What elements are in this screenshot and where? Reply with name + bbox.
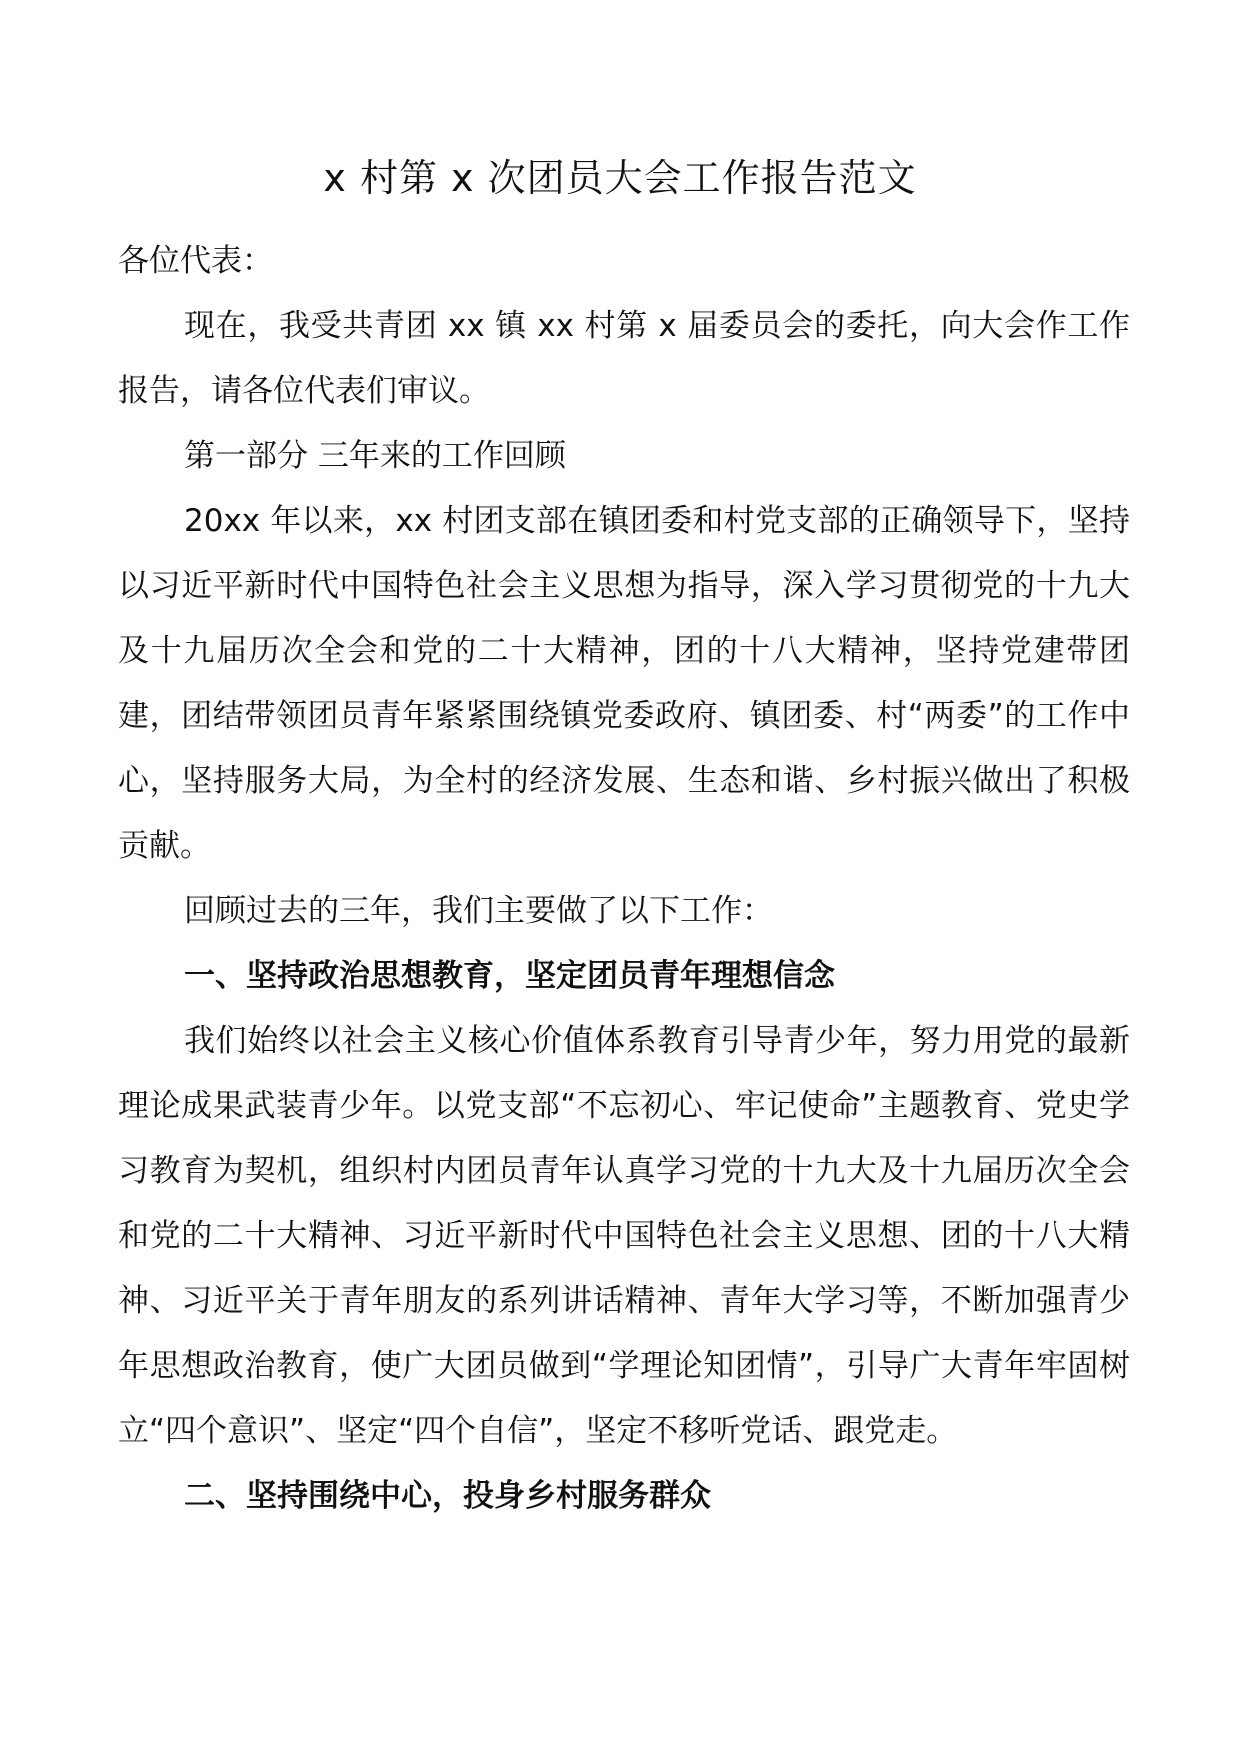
review-summary-paragraph: 回顾过去的三年，我们主要做了以下工作： — [184, 893, 773, 929]
document-body — [118, 229, 1130, 1529]
part-one-heading: 第一部分 三年来的工作回顾 — [184, 438, 566, 474]
section-1-paragraph: 我们始终以社会主义核心价值体系教育引导青少年，努力用党的最新理论成果武装青少年。以党支部“不忘初心、牢记使命”主题教育、党史学习教育为契机，组织村内团员青年认真学习党的十九大及十九届历次全会和党的二十大精神、习近平新时代中国特色社会主义思想、团的十八大精神、习近平关于青年朋友的系列讲话精神、青年大学习等，不断加强青少年思想政治教育，使广大团员做到“学理论知团情”，引导广大青年牢固树立“四个意识”、坚定“四个自信”，坚定不移听党话、跟党走。 — [118, 1023, 1130, 1449]
review-paragraph: 20xx 年以来，xx 村团支部在镇团委和村党支部的正确领导下，坚持以习近平新时代中国特色社会主义思想为指导，深入学习贯彻党的十九大及十九届历次全会和党的二十大精神，团的十八大精神，坚持党建带团建，团结带领团员青年紧紧围绕镇党委政府、镇团委、村“两委”的工作中心，坚持服务大局，为全村的经济发展、生态和谐、乡村振兴做出了积极贡献。 — [118, 503, 1130, 864]
section-heading-2: 二、坚持围绕中心，投身乡村服务群众 — [184, 1478, 711, 1514]
section-heading-1: 一、坚持政治思想教育，坚定团员青年理想信念 — [184, 958, 835, 994]
intro-paragraph: 现在，我受共青团 xx 镇 xx 村第 x 届委员会的委托，向大会作工作报告，请各位代表们审议。 — [118, 308, 1130, 409]
document-title: x 村第 x 次团员大会工作报告范文 — [323, 156, 917, 200]
salutation: 各位代表： — [118, 243, 273, 279]
